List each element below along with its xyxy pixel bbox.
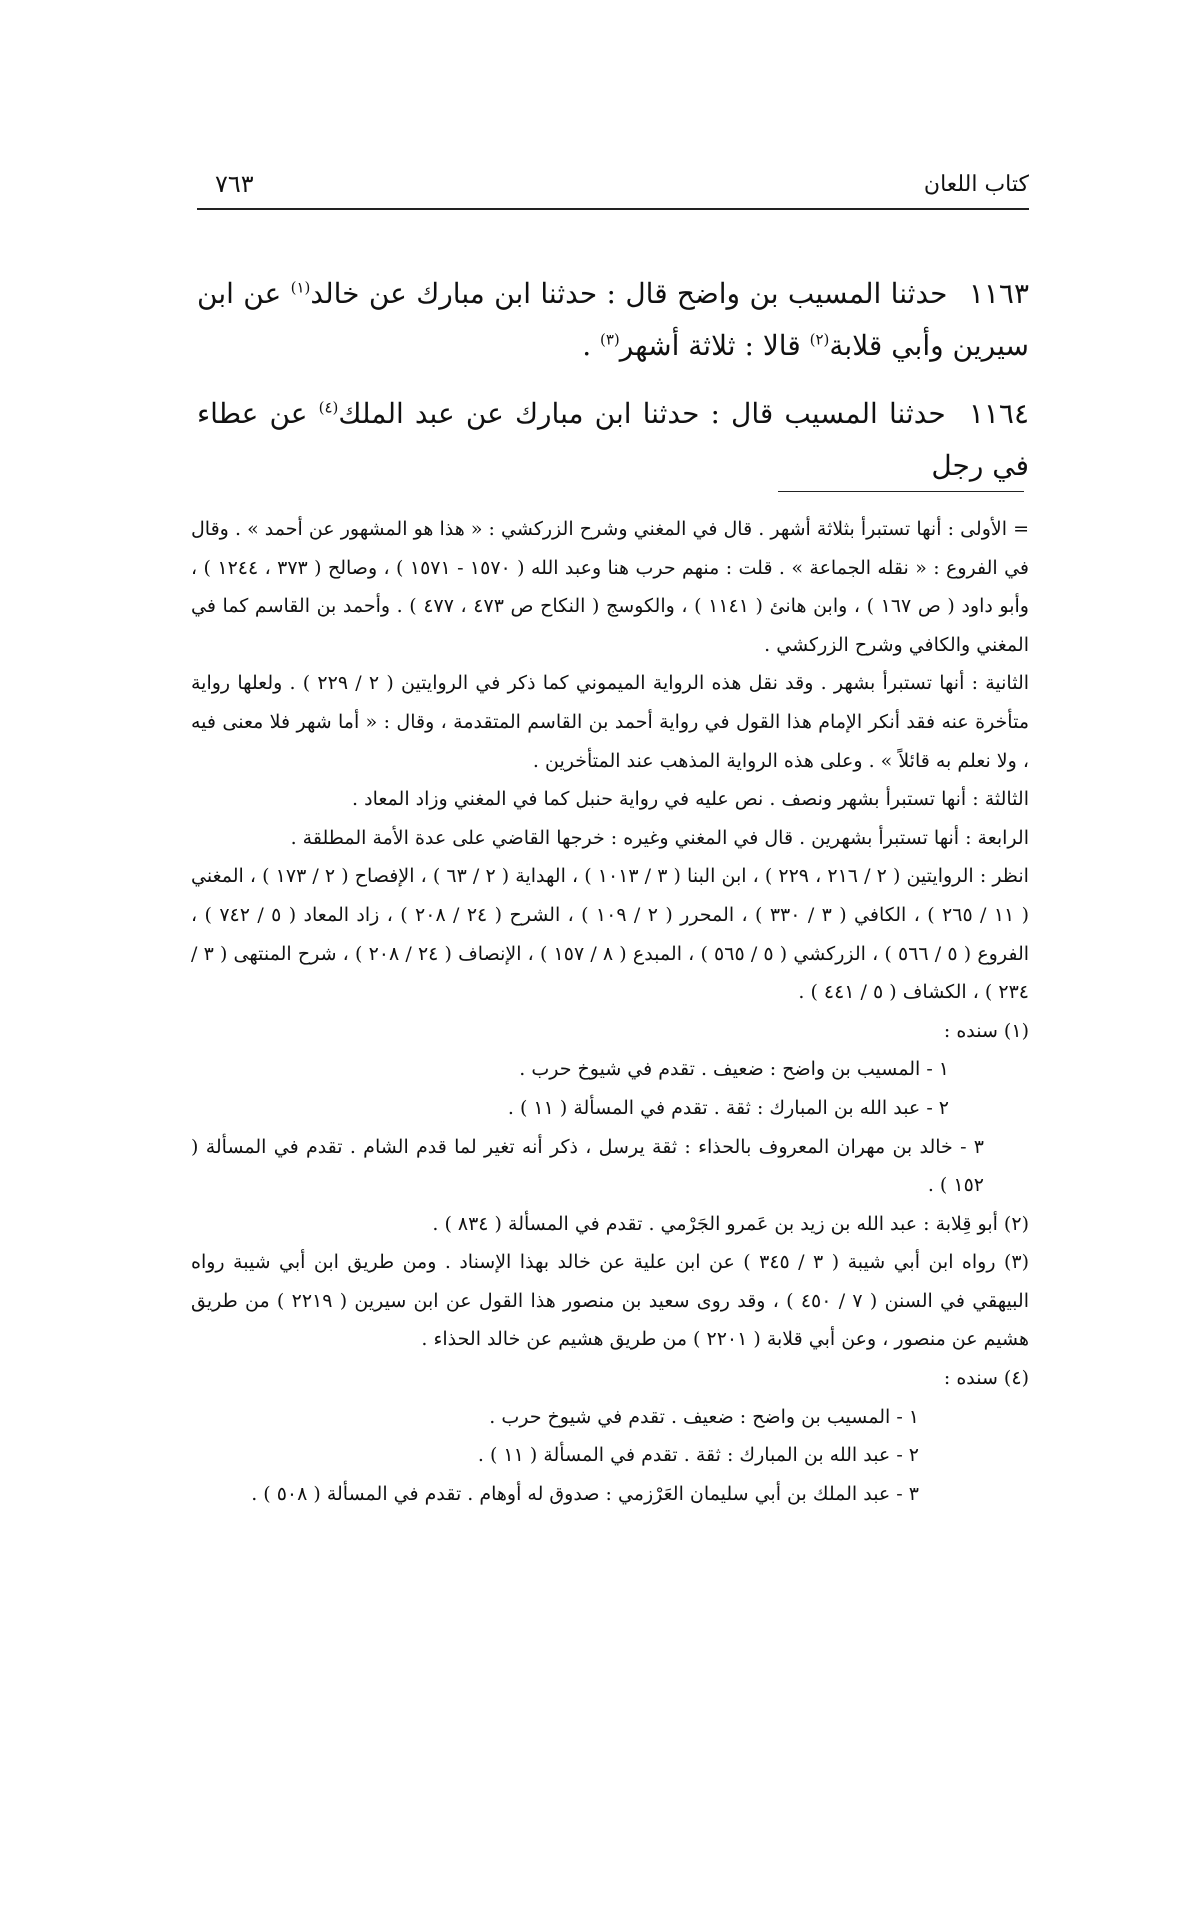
footnote-4-item: ٢ - عبد الله بن المبارك : ثقة . تقدم في المسألة ( ١١ ) . [477,1444,919,1467]
running-header [197,168,1029,210]
footnote-1-head: (١) سنده : [943,1019,1029,1042]
footnote-1-item: ٣ - خالد بن مهران المعروف بالحذاء : ثقة يرسل ، ذكر أنه تغير لما قدم الشام . تقدم في المسألة ( ١٥٢ ) . [191,1135,984,1197]
footnote-4-head: (٤) سنده : [943,1367,1029,1390]
chapter-title: كتاب اللعان [923,172,1029,197]
hadith-number: ١١٦٣ [968,277,1029,310]
footnote-continuation: الثانية : أنها تستبرأ بشهر . وقد نقل هذه الرواية الميموني كما ذكر في الروايتين ( ٢ / ٢٢٩ ) . ولعلها رواية متأخرة عنه فقد أنكر الإمام هذا القول في رواية أحمد بن القاسم المتقدمة ، وقال : « أما شهر فلا معنى فيه ، ولا نعلم به قائلاً » . وعلى هذه الرواية المذهب عند المتأخرين . [191,672,1030,772]
footnote-1-item: ١ - المسيب بن واضح : ضعيف . تقدم في شيوخ حرب . [519,1058,949,1081]
footnote-4-item: ١ - المسيب بن واضح : ضعيف . تقدم في شيوخ حرب . [489,1405,919,1428]
hadith-text: عن ابن سيرين وأبي قلابة [197,277,1029,362]
footnote-1-item: ٢ - عبد الله بن المبارك : ثقة . تقدم في المسألة ( ١١ ) . [507,1096,949,1119]
page-number: ٧٦٣ [215,170,254,198]
hadith-1164 [197,388,1029,492]
hadith-text: عن عطاء في رجل [197,397,1029,482]
footnote-ref[interactable]: (٢) [809,330,830,349]
footnote-ref[interactable]: (١) [290,278,311,297]
footnote-ref[interactable]: (٣) [600,330,620,349]
footnote-continuation: انظر : الروايتين ( ٢ / ٢١٦ ، ٢٢٩ ) ، ابن البنا ( ٣ / ١٠١٣ ) ، الهداية ( ٢ / ٦٣ ) ، الإفصاح ( ٢ / ١٧٣ ) ، المغني ( ١١ / ٢٦٥ ) ، الكافي ( ٣ / ٣٣٠ ) ، المحرر ( ٢ / ١٠٩ ) ، الشرح ( ٢٤ / ٢٠٨ ) ، زاد المعاد ( ٥ / ٧٤٢ ) ، الفروع ( ٥ / ٥٦٦ ) ، الزركشي ( ٥ / ٥٦٥ ) ، المبدع ( ٨ / ١٥٧ ) ، الإنصاف ( ٢٤ / ٢٠٨ ) ، شرح المنتهى ( ٣ / ٢٣٤ ) ، الكشاف ( ٥ / ٤٤١ ) . [191,865,1030,1004]
footnote-continuation: الثالثة : أنها تستبرأ بشهر ونصف . نص عليه في رواية حنبل كما في المغني وزاد المعاد . [352,788,1029,811]
hadith-text: قالا : ثلاثة أشهر [619,329,810,362]
hadith-text: حدثنا المسيب قال : حدثنا ابن مبارك عن عبد الملك [338,397,946,430]
hadith-number: ١١٦٤ [968,397,1029,430]
footnote-4-item: ٣ - عبد الملك بن أبي سليمان العَرْزمي : صدوق له أوهام . تقدم في المسألة ( ٥٠٨ ) . [251,1482,919,1505]
hadith-1163 [197,268,1029,372]
footnote-3: (٣) رواه ابن أبي شيبة ( ٣ / ٣٤٥ ) عن ابن علية عن خالد بهذا الإسناد . ومن طريق ابن أبي شيبة رواه البيهقي في السنن ( ٧ / ٤٥٠ ) ، وقد روى سعيد بن منصور هذا القول عن ابن سيرين ( ٢٢١٩ ) من طريق هشيم عن منصور ، وعن أبي قلابة ( ٢٢٠١ ) من طريق هشيم عن خالد الحذاء . [191,1251,1030,1351]
hadith-text: حدثنا المسيب بن واضح قال : حدثنا ابن مبارك عن خالد [310,277,948,310]
footnote-continuation: = الأولى : أنها تستبرأ بثلاثة أشهر . قال في المغني وشرح الزركشي : « هذا هو المشهور عن أحمد » . وقال في الفروع : « نقله الجماعة » . قلت : منهم حرب هنا وعبد الله ( ١٥٧٠ - ١٥٧١ ) ، وصالح ( ٣٧٣ ، ١٢٤٤ ) ، وأبو داود ( ص ١٦٧ ) ، وابن هانئ ( ١١٤١ ) ، والكوسج ( النكاح ص ٤٧٣ ، ٤٧٧ ) . وأحمد بن القاسم كما في المغني والكافي وشرح الزركشي . [191,518,1030,656]
footnote-ref[interactable]: (٤) [318,398,339,417]
footnote-2: (٢) أبو قِلابة : عبد الله بن زيد بن عَمرو الجَرْمي . تقدم في المسألة ( ٨٣٤ ) . [432,1212,1029,1235]
main-text [197,268,1029,508]
footnotes [191,510,1029,1513]
footnote-separator [778,491,1024,492]
footnote-continuation: الرابعة : أنها تستبرأ بشهرين . قال في المغني وغيره : خرجها القاضي على عدة الأمة المطلقة . [290,826,1029,849]
hadith-text: . [582,329,600,362]
